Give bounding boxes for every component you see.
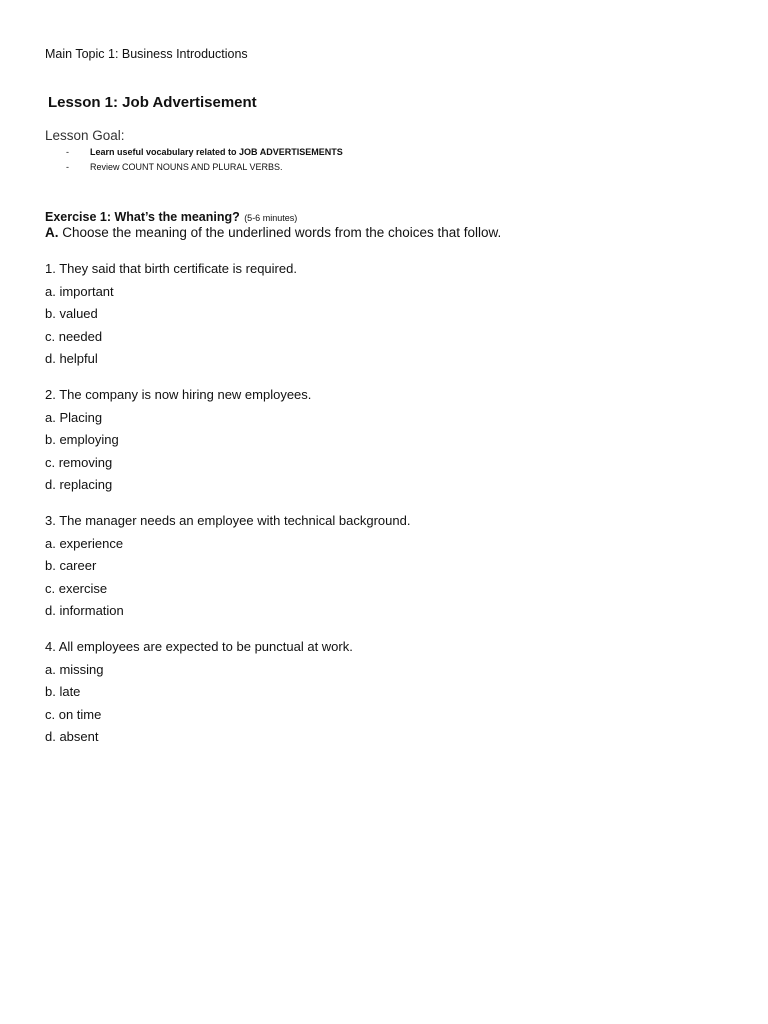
answer-choice: b. late <box>45 684 81 700</box>
instruction-letter: A. <box>45 225 59 240</box>
exercise-instruction <box>45 225 501 240</box>
instruction-text: Choose the meaning of the underlined words from the choices that follow. <box>62 225 502 240</box>
question-text: 1. They said that birth certificate is required. <box>45 261 297 276</box>
exercise-title: Exercise 1: What’s the meaning? <box>45 210 240 224</box>
answer-choice: c. on time <box>45 706 102 722</box>
answer-choice: d. helpful <box>45 350 98 366</box>
question-text: 4. All employees are expected to be punctual at work. <box>45 639 353 654</box>
goal-text: Learn useful vocabulary related to JOB ADVERTISEMENTS <box>90 147 343 157</box>
exercise-duration: (5-6 minutes) <box>244 213 298 223</box>
question-block <box>45 261 645 373</box>
question-block <box>45 639 645 751</box>
goal-text: Review COUNT NOUNS AND PLURAL VERBS. <box>90 162 283 172</box>
answer-choice: a. missing <box>45 662 104 677</box>
answer-choice: a. Placing <box>45 410 103 425</box>
question-block <box>45 387 645 499</box>
answer-choice: d. information <box>45 602 124 618</box>
answer-choice: d. replacing <box>45 476 113 492</box>
question-text: 2. The company is now hiring new employees. <box>45 387 312 402</box>
question-text: 3. The manager needs an employee with technical background. <box>45 513 411 528</box>
main-topic-heading: Main Topic 1: Business Introductions <box>45 47 248 61</box>
answer-choice: a. experience <box>45 536 124 551</box>
answer-choice: b. career <box>45 558 97 574</box>
goal-bullet-dash: - <box>66 162 69 172</box>
answer-choice: c. removing <box>45 454 113 470</box>
answer-choice: b. employing <box>45 432 119 448</box>
lesson-title: Lesson 1: Job Advertisement <box>48 94 257 111</box>
goal-bullet-dash: - <box>66 147 69 157</box>
answer-choice: d. absent <box>45 728 99 744</box>
exercise-heading <box>45 208 297 226</box>
question-block <box>45 513 645 625</box>
answer-choice: a. important <box>45 284 114 299</box>
answer-choice: c. exercise <box>45 580 108 596</box>
answer-choice: c. needed <box>45 328 103 344</box>
answer-choice: b. valued <box>45 306 98 322</box>
lesson-goal-label: Lesson Goal: <box>45 128 125 143</box>
